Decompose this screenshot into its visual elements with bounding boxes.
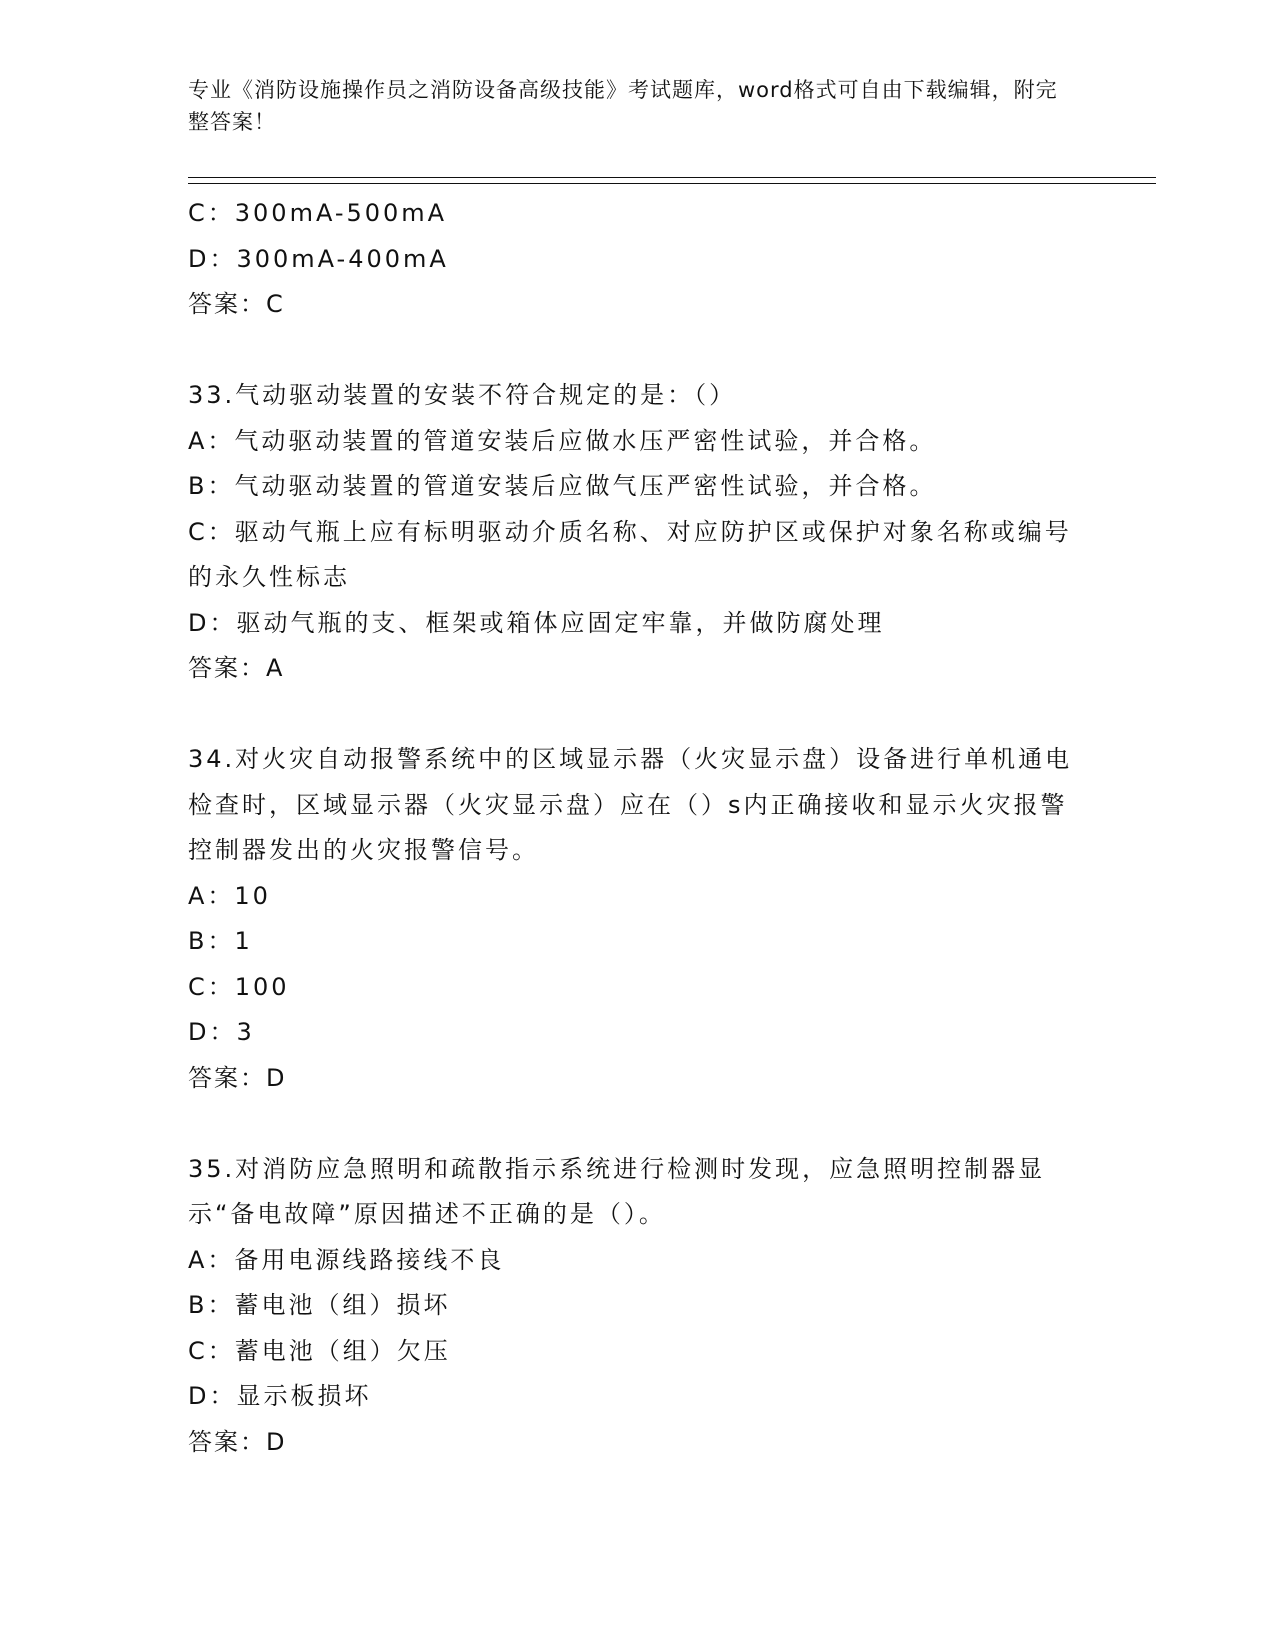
option-d: D：驱动气瓶的支、框架或箱体应固定牢靠，并做防腐处理: [188, 608, 885, 637]
previous-question-tail: [188, 191, 1088, 328]
option-b: B：气动驱动装置的管道安装后应做气压严密性试验，并合格。: [188, 472, 937, 500]
spacer: [188, 328, 1088, 374]
option-d: D：显示板损坏: [188, 1382, 372, 1410]
answer-line: 答案：D: [188, 1063, 287, 1092]
question-content: [188, 191, 1088, 1465]
option-b: B：1: [188, 927, 253, 955]
spacer: [188, 692, 1088, 738]
option-a: A：10: [188, 881, 271, 910]
page-header: 专业《消防设施操作员之消防设备高级技能》考试题库，word格式可自由下载编辑，附完整答案！: [188, 78, 1058, 134]
header-rule-bottom: [188, 183, 1156, 184]
question-stem: 33.气动驱动装置的安装不符合规定的是：（）: [188, 381, 737, 409]
question-stem: 34.对火灾自动报警系统中的区域显示器（火灾显示盘）设备进行单机通电检查时，区域显示器（火灾显示盘）应在（）s内正确接收和显示火灾报警控制器发出的火灾报警信号。: [188, 745, 1073, 864]
answer-line: 答案：D: [188, 1427, 287, 1456]
option-a: A：气动驱动装置的管道安装后应做水压严密性试验，并合格。: [188, 426, 937, 455]
question-34: [188, 737, 1088, 1101]
question-33: [188, 373, 1088, 692]
answer-line: 答案：A: [188, 654, 285, 682]
option-d: D：3: [188, 1018, 255, 1046]
option-c: C：蓄电池（组）欠压: [188, 1336, 451, 1365]
question-stem: 35.对消防应急照明和疏散指示系统进行检测时发现，应急照明控制器显示“备电故障”原因描述不正确的是（）。: [188, 1154, 1046, 1228]
answer-line: 答案：C: [188, 290, 285, 318]
option-c: C：驱动气瓶上应有标明驱动介质名称、对应防护区或保护对象名称或编号的永久性标志: [188, 517, 1072, 591]
option-c: C：100: [188, 972, 290, 1001]
header-rule-top: [188, 177, 1156, 178]
option-c: C：300mA-500mA: [188, 199, 448, 227]
option-b: B：蓄电池（组）损坏: [188, 1291, 451, 1319]
spacer: [188, 1101, 1088, 1147]
option-a: A：备用电源线路接线不良: [188, 1245, 505, 1274]
option-d: D：300mA-400mA: [188, 244, 449, 273]
question-35: [188, 1147, 1088, 1466]
